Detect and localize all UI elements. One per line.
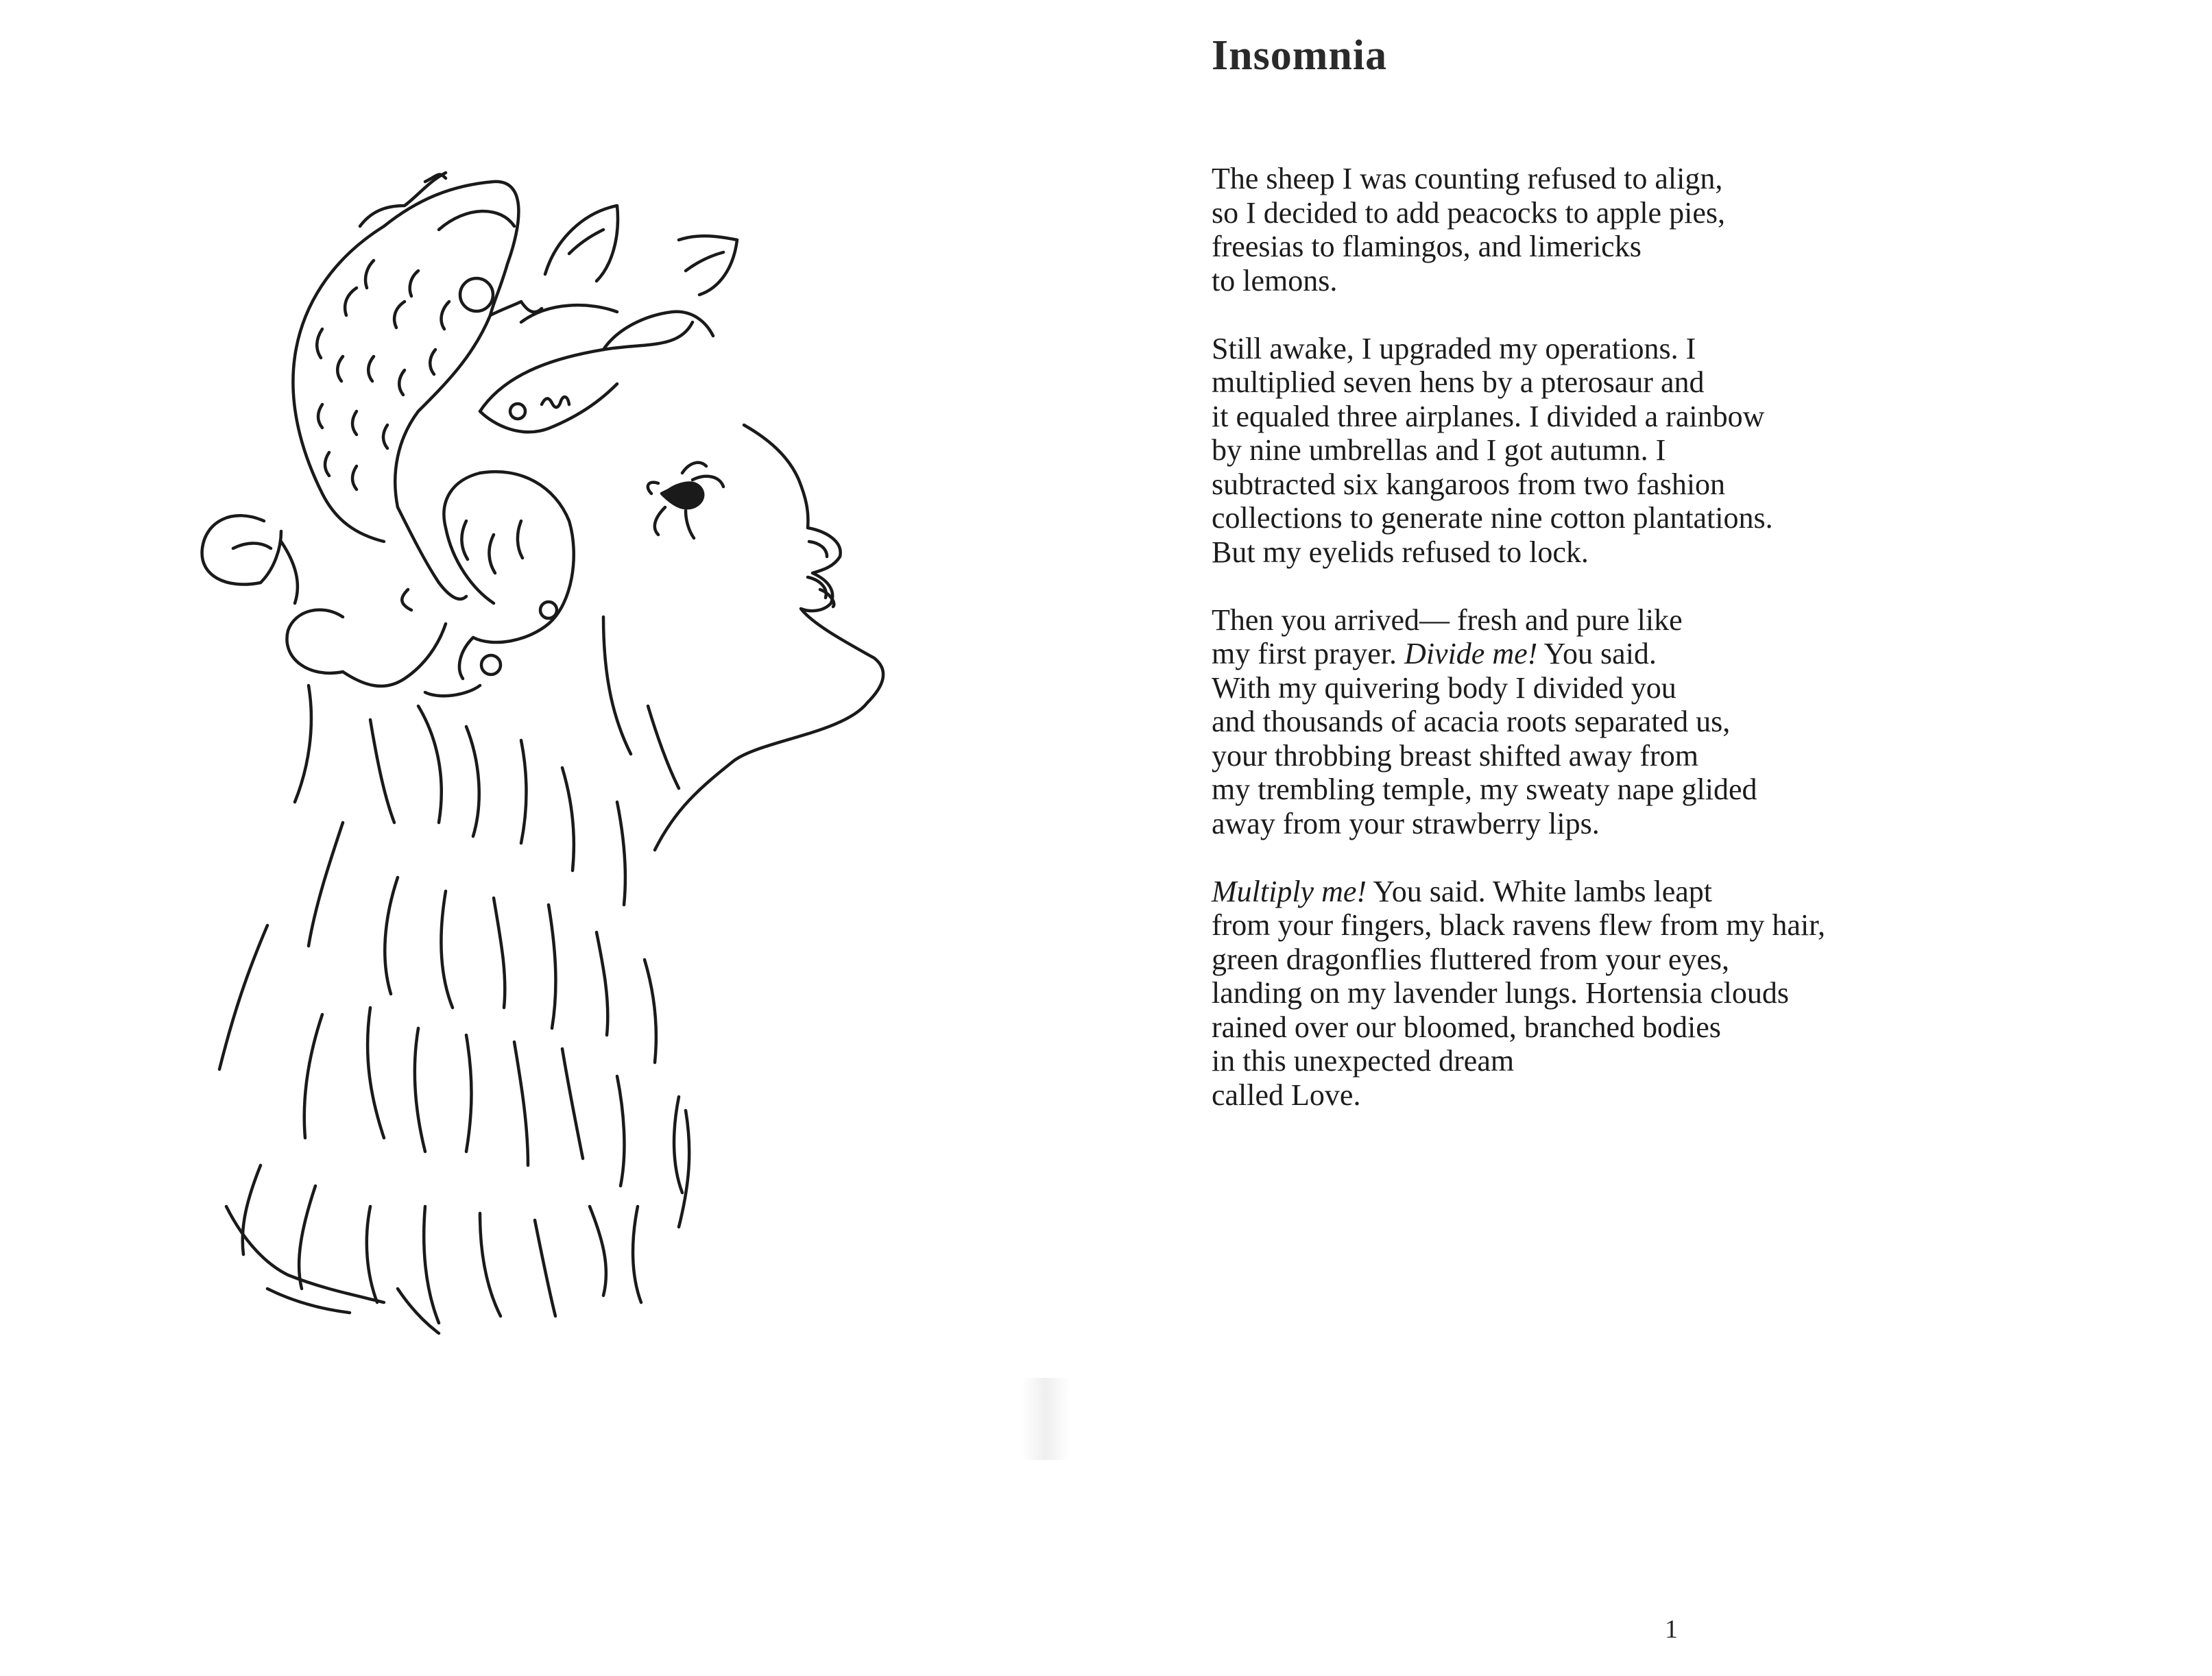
left-page (0, 0, 1070, 1676)
line-post: You said. White lambs leapt (1367, 874, 1712, 908)
poem-line: subtracted six kangaroos from two fashion (1212, 467, 1726, 501)
poem-line: Still awake, I upgraded my operations. I (1212, 331, 1696, 365)
gutter-shadow (1022, 1378, 1070, 1460)
poem-line: collections to generate nine cotton plantations. (1212, 501, 1773, 535)
poem-title: Insomnia (1212, 32, 1388, 79)
poem-line: rained over our bloomed, branched bodies (1212, 1010, 1721, 1044)
poem-line: to lemons. (1212, 263, 1338, 297)
emphasis-divide-me: Divide me! (1404, 637, 1538, 670)
poem-line: multiplied seven hens by a pterosaur and (1212, 365, 1705, 399)
stanza-4 (1212, 875, 2172, 1113)
poem-line-with-emphasis (1212, 875, 2172, 909)
poem-line: and thousands of acacia roots separated us, (1212, 705, 1731, 738)
poem-line: With my quivering body I divided you (1212, 670, 1676, 705)
poem-line: so I decided to add peacocks to apple pies, (1212, 195, 1725, 230)
poem-line: from your fingers, black ravens flew from my hair, (1212, 908, 1826, 942)
poem-line: away from your strawberry lips. (1212, 806, 1600, 840)
poem-line: your throbbing breast shifted away from (1212, 738, 1698, 773)
stanza-2 (1212, 332, 2172, 570)
poem-line-with-emphasis (1212, 637, 2172, 671)
stanza-3 (1212, 603, 2172, 841)
page-number: 1 (1665, 1615, 1678, 1644)
poem-line: called Love. (1212, 1078, 1361, 1112)
woman-profile-illustration-icon (0, 0, 1070, 1676)
poem-body (1212, 162, 2172, 1146)
poem-line: by nine umbrellas and I got autumn. I (1212, 433, 1666, 467)
right-page (1070, 0, 2212, 1676)
line-pre: my first prayer. (1212, 637, 1405, 670)
poem-line: my trembling temple, my sweaty nape glided (1212, 773, 1757, 806)
poem-line: it equaled three airplanes. I divided a rainbow (1212, 399, 1765, 433)
poem-line: But my eyelids refused to lock. (1212, 535, 1589, 569)
poem-line: green dragonflies fluttered from your eyes, (1212, 942, 1730, 976)
poem-line: in this unexpected dream (1212, 1044, 1515, 1078)
poem-line: The sheep I was counting refused to align, (1212, 162, 1723, 195)
stanza-1 (1212, 162, 2172, 297)
line-post: You said. (1537, 637, 1657, 670)
poem-line: Then you arrived— fresh and pure like (1212, 603, 1683, 637)
emphasis-multiply-me: Multiply me! (1212, 874, 1367, 908)
poem-line: freesias to flamingos, and limericks (1212, 230, 1642, 263)
poem-line: landing on my lavender lungs. Hortensia clouds (1212, 976, 1789, 1010)
